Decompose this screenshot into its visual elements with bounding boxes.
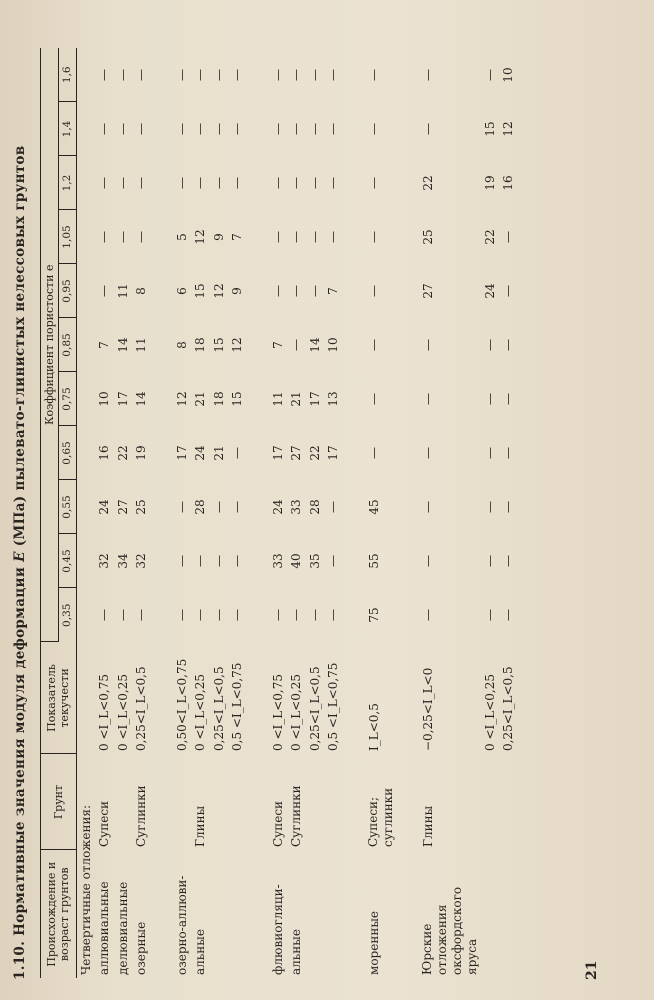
header-porosity-value: 1,2 (59, 156, 77, 210)
value-cell: 15 (230, 391, 245, 407)
value-cell: — (115, 123, 130, 135)
table-row (365, 48, 397, 978)
value-cell: — (115, 231, 130, 243)
value-cell: — (501, 447, 516, 459)
origin-cell (324, 850, 343, 978)
liquidity-cell: 0 <I_L<0,75 (270, 674, 285, 751)
value-cell: 32 (97, 553, 112, 569)
value-cell: — (289, 285, 304, 297)
value-cell: — (366, 447, 381, 459)
value-cell: — (326, 123, 341, 135)
value-cell: 13 (326, 391, 341, 407)
row-spacer (343, 48, 365, 978)
value-cell: — (307, 123, 322, 135)
table-row (269, 48, 288, 978)
soil-cell (481, 754, 500, 850)
soil-cell: Суглинки (134, 785, 149, 847)
value-cell: — (420, 555, 435, 567)
row-spacer (151, 48, 173, 978)
table-row (210, 48, 229, 978)
table-title (12, 40, 28, 980)
origin-cell: Юрские отложения оксфордского яруса (419, 886, 479, 975)
value-cell: — (193, 69, 208, 81)
value-cell: 17 (326, 445, 341, 461)
liquidity-cell: 0,25<I_L<0,5 (211, 666, 226, 751)
value-cell: — (482, 69, 497, 81)
value-cell: — (482, 339, 497, 351)
value-cell: — (326, 501, 341, 513)
value-cell: 9 (230, 287, 245, 295)
value-cell: 21 (211, 445, 226, 461)
value-cell: — (174, 177, 189, 189)
value-cell: — (326, 69, 341, 81)
value-cell: — (97, 123, 112, 135)
table-row (499, 48, 518, 978)
value-cell: — (289, 177, 304, 189)
value-cell: — (420, 609, 435, 621)
header-porosity-value: 0,85 (59, 318, 77, 372)
title-symbol: E (12, 551, 28, 562)
title-suffix: (МПа) пылевато-глинистых нелессовых грунтов (12, 145, 28, 552)
value-cell: 14 (115, 337, 130, 353)
origin-cell (210, 850, 229, 978)
table-row (228, 48, 247, 978)
header-row-1 (41, 48, 59, 978)
value-cell: — (366, 285, 381, 297)
value-cell: 22 (115, 445, 130, 461)
page-number: 21 (584, 960, 600, 980)
table-body (76, 48, 518, 978)
value-cell: — (97, 177, 112, 189)
value-cell: 8 (134, 287, 149, 295)
value-cell: 12 (211, 283, 226, 299)
soil-cell (306, 754, 325, 850)
value-cell: — (307, 69, 322, 81)
value-cell: — (482, 447, 497, 459)
row-spacer-cell (343, 48, 365, 978)
value-cell: — (366, 177, 381, 189)
value-cell: 10 (97, 391, 112, 407)
table-row (324, 48, 343, 978)
value-cell: 14 (307, 337, 322, 353)
value-cell: 15 (482, 121, 497, 137)
soil-cell (114, 754, 133, 850)
value-cell: 11 (115, 283, 130, 299)
value-cell: 35 (307, 553, 322, 569)
value-cell: — (115, 609, 130, 621)
value-cell: — (482, 555, 497, 567)
value-cell: — (193, 123, 208, 135)
table-row (114, 48, 133, 978)
value-cell: 18 (193, 337, 208, 353)
origin-cell (306, 850, 325, 978)
value-cell: — (307, 177, 322, 189)
value-cell: — (420, 501, 435, 513)
value-cell: — (501, 609, 516, 621)
value-cell: 25 (420, 229, 435, 245)
header-porosity-value: 1,05 (59, 210, 77, 264)
value-cell: — (501, 231, 516, 243)
value-cell: — (174, 555, 189, 567)
value-cell: — (97, 231, 112, 243)
group-heading-row (76, 48, 95, 978)
liquidity-cell: 0 <I_L<0,25 (482, 674, 497, 751)
value-cell: — (134, 69, 149, 81)
value-cell: — (366, 393, 381, 405)
value-cell: — (307, 609, 322, 621)
value-cell: 24 (97, 499, 112, 515)
value-cell: 24 (193, 445, 208, 461)
value-cell: — (174, 609, 189, 621)
soil-cell (499, 754, 518, 850)
value-cell: — (97, 609, 112, 621)
value-cell: 25 (134, 499, 149, 515)
value-cell: 32 (134, 553, 149, 569)
origin-cell (481, 850, 500, 978)
origin-cell: альные (289, 929, 304, 975)
value-cell: — (326, 555, 341, 567)
header-liquidity: Показатель текучести (41, 642, 77, 754)
soil-cell (228, 754, 247, 850)
value-cell: 16 (501, 175, 516, 191)
origin-cell (499, 850, 518, 978)
value-cell: — (115, 177, 130, 189)
soil-cell: Суглинки (289, 785, 304, 847)
value-cell: — (115, 69, 130, 81)
value-cell: — (97, 285, 112, 297)
value-cell: 45 (366, 499, 381, 515)
value-cell: 7 (97, 341, 112, 349)
liquidity-cell: 0 <I_L<0,25 (289, 674, 304, 751)
value-cell: — (174, 69, 189, 81)
value-cell: 55 (366, 553, 381, 569)
value-cell: — (326, 177, 341, 189)
origin-cell: делювиальные (115, 881, 130, 975)
value-cell: — (366, 339, 381, 351)
value-cell: 11 (270, 391, 285, 407)
value-cell: 75 (366, 607, 381, 623)
modulus-table (40, 48, 518, 978)
liquidity-cell: 0,50<I_L<0,75 (174, 658, 189, 751)
value-cell: — (211, 123, 226, 135)
liquidity-cell: 0,25<I_L<0,5 (501, 666, 516, 751)
soil-cell: Супеси (270, 800, 285, 847)
soil-cell: Глины (193, 805, 208, 847)
value-cell: — (326, 609, 341, 621)
value-cell: 19 (134, 445, 149, 461)
value-cell: 10 (501, 67, 516, 83)
value-cell: — (326, 231, 341, 243)
value-cell: — (134, 177, 149, 189)
value-cell: 6 (174, 287, 189, 295)
header-porosity-value: 1,6 (59, 48, 77, 102)
header-porosity-value: 0,75 (59, 372, 77, 426)
soil-cell (324, 754, 343, 850)
value-cell: — (270, 609, 285, 621)
header-porosity-value: 0,45 (59, 534, 77, 588)
value-cell: 12 (501, 121, 516, 137)
header-porosity-value: 0,95 (59, 264, 77, 318)
value-cell: — (420, 339, 435, 351)
origin-cell: альные (193, 929, 208, 975)
value-cell: 27 (115, 499, 130, 515)
value-cell: — (211, 555, 226, 567)
liquidity-cell: 0,5 <I_L<0,75 (326, 662, 341, 751)
value-cell: — (501, 339, 516, 351)
value-cell: 7 (270, 341, 285, 349)
value-cell: — (97, 69, 112, 81)
value-cell: — (501, 393, 516, 405)
soil-cell: Глины (420, 805, 435, 847)
value-cell: — (230, 69, 245, 81)
row-spacer-cell (397, 48, 419, 978)
value-cell: — (289, 231, 304, 243)
value-cell: 7 (326, 287, 341, 295)
value-cell: 17 (174, 445, 189, 461)
value-cell: — (420, 69, 435, 81)
value-cell: — (482, 609, 497, 621)
value-cell: 10 (326, 337, 341, 353)
value-cell: — (134, 231, 149, 243)
header-porosity-value: 0,35 (59, 588, 77, 642)
value-cell: — (270, 285, 285, 297)
value-cell: — (270, 231, 285, 243)
table-row (132, 48, 151, 978)
value-cell: — (211, 501, 226, 513)
soil-cell (173, 754, 192, 850)
value-cell: 33 (270, 553, 285, 569)
value-cell: — (501, 501, 516, 513)
table-row (306, 48, 325, 978)
table-row (287, 48, 306, 978)
value-cell: 8 (174, 341, 189, 349)
origin-cell: аллювиальные (97, 881, 112, 975)
value-cell: — (482, 501, 497, 513)
value-cell: 19 (482, 175, 497, 191)
origin-cell: моренные (366, 911, 381, 975)
value-cell: — (420, 123, 435, 135)
table-row (481, 48, 500, 978)
value-cell: — (270, 69, 285, 81)
value-cell: 12 (230, 337, 245, 353)
value-cell: 21 (289, 391, 304, 407)
value-cell: — (289, 339, 304, 351)
value-cell: — (230, 555, 245, 567)
origin-cell: озерно-аллюви- (174, 875, 189, 975)
value-cell: — (211, 177, 226, 189)
table-row (95, 48, 114, 978)
value-cell: — (134, 123, 149, 135)
soil-cell (210, 754, 229, 850)
table-row (191, 48, 210, 978)
table-row (173, 48, 192, 978)
value-cell: 22 (482, 229, 497, 245)
title-prefix: 1.10. Нормативные значения модуля деформации (12, 561, 28, 980)
value-cell: — (270, 177, 285, 189)
liquidity-cell: 0,25<I_L<0,5 (134, 666, 149, 751)
value-cell: — (211, 69, 226, 81)
value-cell: — (289, 69, 304, 81)
liquidity-cell: 0,25<I_L<0,5 (307, 666, 322, 751)
value-cell: 15 (211, 337, 226, 353)
soil-cell: Супеси (97, 800, 112, 847)
liquidity-cell: 0 <I_L<0,25 (115, 674, 130, 751)
value-cell: 16 (97, 445, 112, 461)
origin-cell: флювиогляци- (270, 884, 285, 975)
rotated-content (0, 30, 640, 990)
value-cell: — (307, 285, 322, 297)
liquidity-cell: −0,25<I_L<0 (420, 667, 435, 751)
value-cell: — (270, 123, 285, 135)
value-cell: 9 (211, 233, 226, 241)
value-cell: — (211, 609, 226, 621)
liquidity-cell: 0 <I_L<0,25 (193, 674, 208, 751)
origin-cell (228, 850, 247, 978)
row-spacer-cell (151, 48, 173, 978)
liquidity-cell: 0 <I_L<0,75 (97, 674, 112, 751)
row-spacer (247, 48, 269, 978)
header-soil: Грунт (41, 754, 77, 850)
value-cell: — (134, 609, 149, 621)
value-cell: 7 (230, 233, 245, 241)
value-cell: — (501, 285, 516, 297)
header-porosity-value: 0,65 (59, 426, 77, 480)
origin-cell: озерные (134, 921, 149, 975)
value-cell: 34 (115, 553, 130, 569)
value-cell: — (420, 393, 435, 405)
value-cell: 12 (174, 391, 189, 407)
header-origin: Происхождение и возраст грунтов (41, 850, 77, 978)
value-cell: 40 (289, 553, 304, 569)
value-cell: 24 (482, 283, 497, 299)
value-cell: — (230, 609, 245, 621)
value-cell: — (420, 447, 435, 459)
value-cell: — (366, 69, 381, 81)
value-cell: 27 (420, 283, 435, 299)
value-cell: 22 (420, 175, 435, 191)
value-cell: — (230, 501, 245, 513)
value-cell: 11 (134, 337, 149, 353)
value-cell: — (193, 177, 208, 189)
value-cell: 15 (193, 283, 208, 299)
value-cell: — (366, 123, 381, 135)
value-cell: 17 (307, 391, 322, 407)
row-spacer (397, 48, 419, 978)
value-cell: 24 (270, 499, 285, 515)
value-cell: 28 (307, 499, 322, 515)
group-heading: Четвертичные отложения: (78, 804, 93, 975)
value-cell: 18 (211, 391, 226, 407)
liquidity-cell: 0,5 <I_L<0,75 (230, 662, 245, 751)
value-cell: 17 (115, 391, 130, 407)
value-cell: — (289, 123, 304, 135)
value-cell: — (307, 231, 322, 243)
header-porosity-value: 1,4 (59, 102, 77, 156)
table-row (419, 48, 481, 978)
row-spacer-cell (247, 48, 269, 978)
value-cell: — (174, 501, 189, 513)
value-cell: — (193, 609, 208, 621)
value-cell: — (501, 555, 516, 567)
value-cell: — (482, 393, 497, 405)
header-porosity-value: 0,55 (59, 480, 77, 534)
value-cell: 12 (193, 229, 208, 245)
value-cell: — (230, 177, 245, 189)
value-cell: 5 (174, 233, 189, 241)
value-cell: 28 (193, 499, 208, 515)
value-cell: — (193, 555, 208, 567)
header-porosity: Коэффициент пористости e (41, 48, 59, 642)
value-cell: — (230, 123, 245, 135)
value-cell: 22 (307, 445, 322, 461)
value-cell: — (289, 609, 304, 621)
value-cell: 17 (270, 445, 285, 461)
value-cell: 27 (289, 445, 304, 461)
value-cell: 33 (289, 499, 304, 515)
soil-cell: Супеси; суглинки (365, 787, 395, 847)
liquidity-cell: I_L<0,5 (366, 703, 381, 751)
value-cell: 21 (193, 391, 208, 407)
value-cell: — (230, 447, 245, 459)
value-cell: 14 (134, 391, 149, 407)
value-cell: — (366, 231, 381, 243)
value-cell: — (174, 123, 189, 135)
